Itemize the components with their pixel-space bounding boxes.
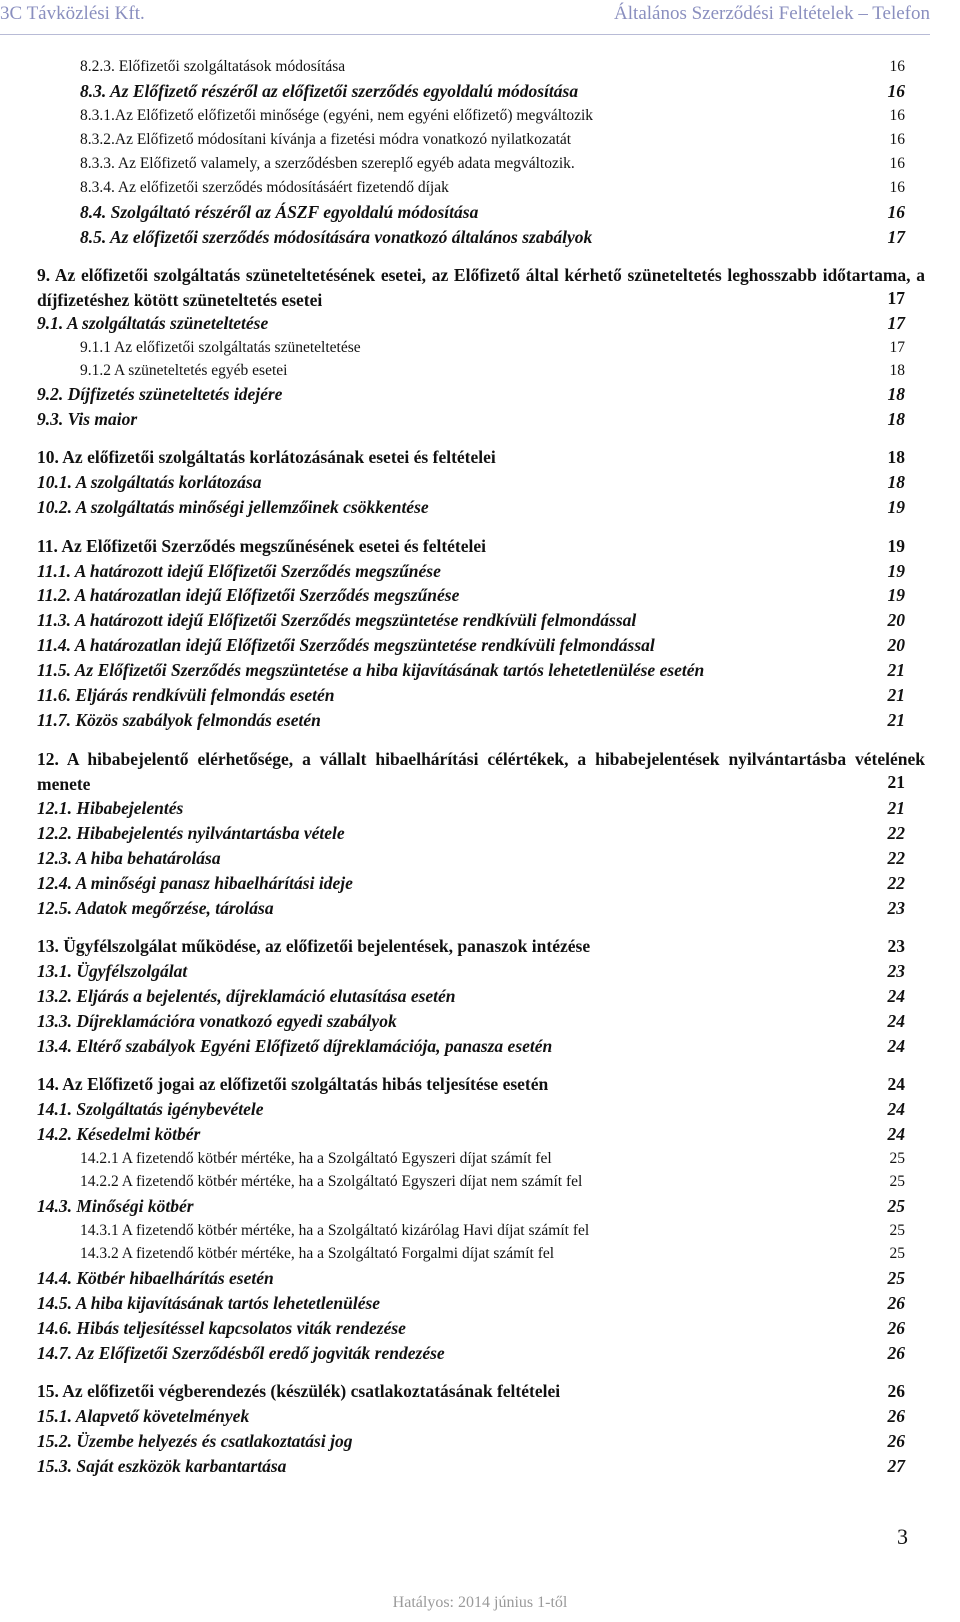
- toc-entry-page: 21: [887, 772, 905, 792]
- toc-entry-label: 14.2.1 A fizetendő kötbér mértéke, ha a Szolgáltató Egyszeri díjat számít fel: [80, 1150, 552, 1167]
- toc-entry-label: 14. Az Előfizető jogai az előfizetői szolgáltatás hibás teljesítése esetén: [37, 1074, 549, 1094]
- toc-entry-label: 9.1.1 Az előfizetői szolgáltatás szüneteltetése: [80, 339, 361, 356]
- toc-entry-page: 25: [889, 1222, 905, 1239]
- toc-entry-label: 12.4. A minőségi panasz hibaelhárítási ideje: [37, 873, 353, 893]
- toc-entry-page: 16: [887, 81, 905, 101]
- toc-entry-page: 24: [887, 986, 905, 1006]
- toc-entry-page: 17: [887, 227, 905, 247]
- toc-entry-label: 8.3.3. Az Előfizető valamely, a szerződésben szereplő egyéb adata megváltozik.: [80, 155, 575, 172]
- toc-entry-label: 11.7. Közös szabályok felmondás esetén: [37, 710, 321, 730]
- toc-entry-page: 24: [887, 1124, 905, 1144]
- toc-entry-label: 12. A hibabejelentő elérhetősége, a vállalt hibaelhárítási célértékek, a hibabejelentések nyilvántartásba vételének menete: [37, 749, 925, 794]
- toc-entry-page: 20: [887, 635, 905, 655]
- toc-entry-page: 24: [887, 1074, 905, 1094]
- toc-entry-page: 18: [889, 362, 905, 379]
- toc-entry-page: 19: [887, 497, 905, 517]
- toc-entry-label: 10.2. A szolgáltatás minőségi jellemzőinek csökkentése: [37, 497, 429, 517]
- toc-entry-label: 8.3. Az Előfizető részéről az előfizetői szerződés egyoldalú módosítása: [80, 81, 579, 101]
- toc-entry-page: 16: [887, 202, 905, 222]
- toc-entry-page: 22: [887, 848, 905, 868]
- toc-entry-page: 17: [887, 288, 905, 308]
- toc-entry-label: 11. Az Előfizetői Szerződés megszűnésének esetei és feltételei: [37, 536, 487, 556]
- toc-entry-page: 26: [887, 1343, 905, 1363]
- toc-entry-page: 16: [889, 107, 905, 124]
- toc-entry-label: 14.5. A hiba kijavításának tartós lehetetlenülése: [37, 1293, 381, 1313]
- toc-entry-label: 10.1. A szolgáltatás korlátozása: [37, 472, 262, 492]
- toc-entry-label: 10. Az előfizetői szolgáltatás korlátozásának esetei és feltételei: [37, 447, 496, 467]
- toc-entry-page: 16: [889, 155, 905, 172]
- toc-entry-label: 13.1. Ügyfélszolgálat: [37, 961, 188, 981]
- toc-entry-label: 11.6. Eljárás rendkívüli felmondás esetén: [37, 685, 335, 705]
- toc-entry-label: 14.4. Kötbér hibaelhárítás esetén: [37, 1268, 274, 1288]
- toc-entry-page: 24: [887, 1099, 905, 1119]
- toc-entry-label: 14.7. Az Előfizetői Szerződésből eredő jogviták rendezése: [37, 1343, 445, 1363]
- toc-entry-page: 18: [887, 472, 905, 492]
- toc-entry-page: 24: [887, 1011, 905, 1031]
- toc-entry-page: 16: [889, 179, 905, 196]
- toc-entry-page: 21: [887, 710, 905, 730]
- toc-entry-page: 19: [887, 536, 905, 556]
- toc-entry-page: 18: [887, 409, 905, 429]
- toc-entry-page: 21: [887, 685, 905, 705]
- toc-entry-page: 22: [887, 823, 905, 843]
- toc-entry-page: 25: [887, 1196, 905, 1216]
- toc-entry-label: 8.3.4. Az előfizetői szerződés módosításáért fizetendő díjak: [80, 179, 449, 196]
- toc-entry-label: 9.3. Vis maior: [37, 409, 138, 429]
- page-footer: Hatályos: 2014 június 1-től: [392, 1594, 568, 1611]
- toc-entry-label: 13.2. Eljárás a bejelentés, díjreklamáció elutasítása esetén: [37, 986, 456, 1006]
- toc-entry-label: 11.4. A határozatlan idejű Előfizetői Szerződés megszüntetése rendkívüli felmondással: [37, 635, 655, 655]
- page-header: [0, 3, 930, 31]
- toc-entry-label: 13.3. Díjreklamációra vonatkozó egyedi szabályok: [37, 1011, 397, 1031]
- toc-entry-page: 25: [889, 1173, 905, 1190]
- toc-entry-page: 19: [887, 561, 905, 581]
- page-number: 3: [897, 1524, 908, 1549]
- toc-entry-page: 25: [889, 1150, 905, 1167]
- header-divider: [0, 34, 930, 35]
- toc-entry-label: 15.1. Alapvető követelmények: [37, 1406, 250, 1426]
- toc-entry-page: 17: [889, 339, 905, 356]
- toc-entry-label: 8.3.1.Az Előfizető előfizetői minősége (egyéni, nem egyéni előfizető) megváltozik: [80, 107, 594, 124]
- toc-entry-label: 9.2. Díjfizetés szüneteltetés idejére: [37, 384, 283, 404]
- toc-entry-label: 9.1.2 A szüneteltetés egyéb esetei: [80, 362, 288, 379]
- toc-entry-label: 15.2. Üzembe helyezés és csatlakoztatási jog: [37, 1431, 353, 1451]
- toc-entry-label: 9. Az előfizetői szolgáltatás szüneteltetésének esetei, az Előfizető által kérhető szüneteltetés leghosszabb időtartama, a díjfizetéshez kötött szüneteltetés esetei: [37, 265, 925, 310]
- toc-entry-page: 19: [887, 585, 905, 605]
- toc-entry-label: 12.1. Hibabejelentés: [37, 798, 184, 818]
- toc-entry-label: 14.3.1 A fizetendő kötbér mértéke, ha a Szolgáltató kizárólag Havi díjat számít fel: [80, 1222, 590, 1239]
- toc-entry-page: 23: [887, 936, 905, 956]
- toc-entry-label: 13.4. Eltérő szabályok Egyéni Előfizető díjreklamációja, panasza esetén: [37, 1036, 553, 1056]
- toc-entry-label: 11.5. Az Előfizetői Szerződés megszüntetése a hiba kijavításának tartós lehetetlenülése esetén: [37, 660, 705, 680]
- toc-entry-page: 27: [887, 1456, 905, 1476]
- toc-entry-page: 26: [887, 1406, 905, 1426]
- toc-entry-page: 25: [889, 1245, 905, 1262]
- toc-entry-label: 13. Ügyfélszolgálat működése, az előfizetői bejelentések, panaszok intézése: [37, 936, 591, 956]
- toc-entry-page: 16: [889, 131, 905, 148]
- toc-entry-page: 17: [887, 313, 905, 333]
- header-company: 3C Távközlési Kft.: [0, 3, 145, 24]
- toc-entry-page: 25: [887, 1268, 905, 1288]
- toc-entry-label: 11.3. A határozott idejű Előfizetői Szerződés megszüntetése rendkívüli felmondással: [37, 610, 637, 630]
- toc-entry-page: 22: [887, 873, 905, 893]
- toc-entry-label: 14.6. Hibás teljesítéssel kapcsolatos viták rendezése: [37, 1318, 406, 1338]
- toc-entry-label: 12.3. A hiba behatárolása: [37, 848, 221, 868]
- toc-entry-page: 20: [887, 610, 905, 630]
- toc-entry-page: 23: [887, 898, 905, 918]
- toc-entry-page: 26: [887, 1381, 905, 1401]
- toc-entry-page: 26: [887, 1293, 905, 1313]
- toc-entry-label: 14.2.2 A fizetendő kötbér mértéke, ha a Szolgáltató Egyszeri díjat nem számít fel: [80, 1173, 583, 1190]
- toc-entry-label: 12.5. Adatok megőrzése, tárolása: [37, 898, 274, 918]
- toc-entry-label: 8.4. Szolgáltató részéről az ÁSZF egyoldalú módosítása: [80, 202, 479, 222]
- toc-entry-label: 11.2. A határozatlan idejű Előfizetői Szerződés megszűnése: [37, 585, 460, 605]
- toc-entry-label: 8.2.3. Előfizetői szolgáltatások módosítása: [80, 58, 346, 75]
- toc-entry-page: 16: [889, 58, 905, 75]
- toc-entry-page: 23: [887, 961, 905, 981]
- toc-entry-label: 8.5. Az előfizetői szerződés módosítására vonatkozó általános szabályok: [80, 227, 593, 247]
- toc-entry-label: 14.2. Késedelmi kötbér: [37, 1124, 201, 1144]
- header-document-title: Általános Szerződési Feltételek – Telefon: [614, 3, 930, 24]
- toc-entry-page: 26: [887, 1318, 905, 1338]
- toc-entry-label: 12.2. Hibabejelentés nyilvántartásba vétele: [37, 823, 345, 843]
- toc-entry-label: 8.3.2.Az Előfizető módosítani kívánja a fizetési módra vonatkozó nyilatkozatát: [80, 131, 572, 148]
- toc-entry-label: 15. Az előfizetői végberendezés (készülék) csatlakoztatásának feltételei: [37, 1381, 561, 1401]
- toc-entry-page: 24: [887, 1036, 905, 1056]
- toc-entry-page: 21: [887, 798, 905, 818]
- toc-entry-label: 14.3.2 A fizetendő kötbér mértéke, ha a Szolgáltató Forgalmi díjat számít fel: [80, 1245, 555, 1262]
- toc-entry-label: 15.3. Saját eszközök karbantartása: [37, 1456, 287, 1476]
- toc-entry-label: 9.1. A szolgáltatás szüneteltetése: [37, 313, 269, 333]
- toc-entry-page: 26: [887, 1431, 905, 1451]
- toc-entry-page: 18: [887, 384, 905, 404]
- toc-entry-label: 14.1. Szolgáltatás igénybevétele: [37, 1099, 264, 1119]
- toc-entry-page: 18: [887, 447, 905, 467]
- toc-entry-label: 14.3. Minőségi kötbér: [37, 1196, 194, 1216]
- toc-entry-label: 11.1. A határozott idejű Előfizetői Szerződés megszűnése: [37, 561, 441, 581]
- toc-entry-page: 21: [887, 660, 905, 680]
